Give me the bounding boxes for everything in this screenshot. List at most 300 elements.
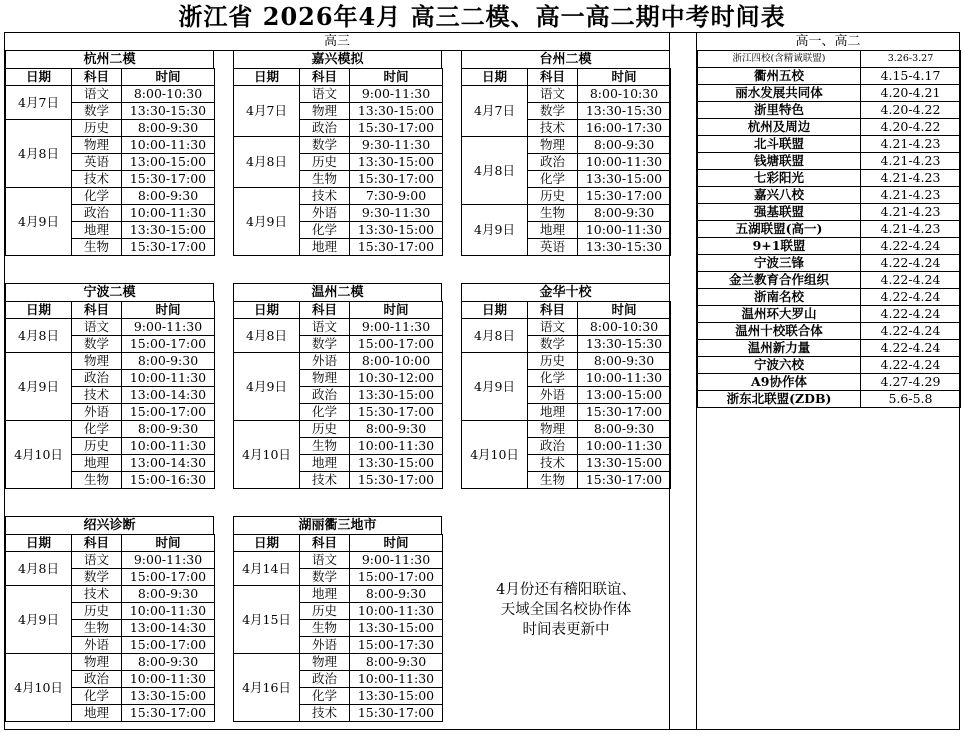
header-row <box>6 69 215 86</box>
table-row <box>698 85 961 102</box>
time-cell: 13:00-14:30 <box>122 387 215 404</box>
date-header: 日期 <box>6 535 72 552</box>
table-row <box>6 421 215 438</box>
subject-cell: 语文 <box>72 552 122 569</box>
date-cell: 4月15日 <box>234 586 300 654</box>
date-cell: 4月9日 <box>462 353 528 421</box>
time-cell: 13:30-15:00 <box>350 222 443 239</box>
time-header: 时间 <box>578 302 671 319</box>
date-cell: 4月9日 <box>6 586 72 654</box>
subject-cell: 历史 <box>300 154 350 171</box>
alliance-name: 温州环大罗山 <box>698 306 861 323</box>
alliance-name: 浙东北联盟(ZDB) <box>698 391 861 408</box>
date-cell: 4月10日 <box>462 421 528 489</box>
schedule-table <box>5 534 215 722</box>
subject-cell: 技术 <box>300 188 350 205</box>
table-row <box>698 323 961 340</box>
time-cell: 13:00-15:00 <box>122 154 215 171</box>
table-row <box>462 86 671 103</box>
table-row <box>462 421 671 438</box>
subject-cell: 英语 <box>528 239 578 256</box>
alliance-name: 温州十校联合体 <box>698 323 861 340</box>
subject-cell: 政治 <box>300 671 350 688</box>
subject-cell: 历史 <box>72 120 122 137</box>
exam-dates: 4.20-4.22 <box>861 119 961 136</box>
subject-cell: 外语 <box>528 387 578 404</box>
header-row <box>6 302 215 319</box>
time-cell: 13:00-14:30 <box>122 620 215 637</box>
time-cell: 9:30-11:30 <box>350 137 443 154</box>
time-cell: 15:30-17:00 <box>578 404 671 421</box>
subject-cell: 政治 <box>528 154 578 171</box>
exam-dates: 4.22-4.24 <box>861 340 961 357</box>
exam-block <box>5 283 214 489</box>
table-row <box>698 68 961 85</box>
exam-dates: 4.22-4.24 <box>861 357 961 374</box>
subject-cell: 历史 <box>300 603 350 620</box>
schedule-table <box>5 301 215 489</box>
schedule-table <box>233 534 443 722</box>
time-cell: 13:30-15:00 <box>350 620 443 637</box>
block-title: 嘉兴模拟 <box>233 50 442 68</box>
table-row <box>698 153 961 170</box>
time-cell: 15:30-17:00 <box>578 472 671 489</box>
exam-dates: 4.22-4.24 <box>861 255 961 272</box>
time-cell: 15:30-17:00 <box>122 239 215 256</box>
subject-cell: 语文 <box>72 86 122 103</box>
table-row <box>698 170 961 187</box>
exam-block <box>461 283 670 489</box>
subject-cell: 历史 <box>300 421 350 438</box>
time-header: 时间 <box>350 69 443 86</box>
subject-cell: 技术 <box>300 705 350 722</box>
date-cell: 4月8日 <box>6 120 72 188</box>
subject-cell: 物理 <box>72 654 122 671</box>
time-cell: 10:00-11:30 <box>578 222 671 239</box>
table-row <box>6 654 215 671</box>
time-cell: 10:00-11:30 <box>350 603 443 620</box>
time-cell: 15:00-17:00 <box>122 336 215 353</box>
date-header: 日期 <box>234 69 300 86</box>
time-header: 时间 <box>122 535 215 552</box>
subject-cell: 化学 <box>300 404 350 421</box>
time-cell: 13:30-15:00 <box>350 688 443 705</box>
subject-cell: 生物 <box>528 205 578 222</box>
time-cell: 8:00-9:30 <box>578 353 671 370</box>
schedule-table <box>233 301 443 489</box>
subject-cell: 地理 <box>72 222 122 239</box>
alliance-name: 浙南名校 <box>698 289 861 306</box>
time-cell: 15:00-17:30 <box>350 637 443 654</box>
time-cell: 15:30-17:00 <box>350 472 443 489</box>
exam-dates: 4.21-4.23 <box>861 170 961 187</box>
header-row <box>462 69 671 86</box>
exam-dates: 4.21-4.23 <box>861 153 961 170</box>
subject-cell: 数学 <box>72 569 122 586</box>
time-cell: 15:30-17:00 <box>350 120 443 137</box>
date-cell: 4月16日 <box>234 654 300 722</box>
subject-cell: 外语 <box>72 404 122 421</box>
subject-cell: 外语 <box>72 637 122 654</box>
table-row <box>6 188 215 205</box>
subject-cell: 历史 <box>72 603 122 620</box>
date-cell: 4月9日 <box>234 353 300 421</box>
header-row <box>234 302 443 319</box>
date-cell: 4月7日 <box>462 86 528 137</box>
exam-block <box>233 50 442 256</box>
subject-cell: 数学 <box>72 336 122 353</box>
exam-dates: 4.21-4.23 <box>861 204 961 221</box>
subject-cell: 外语 <box>300 353 350 370</box>
alliance-name: 七彩阳光 <box>698 170 861 187</box>
table-row <box>698 289 961 306</box>
table-row <box>234 137 443 154</box>
time-header: 时间 <box>122 69 215 86</box>
time-header: 时间 <box>578 69 671 86</box>
table-row <box>698 221 961 238</box>
subject-cell: 地理 <box>528 222 578 239</box>
time-cell: 7:30-9:00 <box>350 188 443 205</box>
alliance-name: 嘉兴八校 <box>698 187 861 204</box>
subject-cell: 语文 <box>300 86 350 103</box>
time-cell: 13:30-15:00 <box>122 222 215 239</box>
time-cell: 8:00-9:30 <box>350 421 443 438</box>
date-cell: 4月14日 <box>234 552 300 586</box>
block-title: 温州二模 <box>233 283 442 301</box>
alliance-name: 强基联盟 <box>698 204 861 221</box>
time-cell: 10:00-11:30 <box>122 438 215 455</box>
time-cell: 15:30-17:00 <box>578 188 671 205</box>
subject-cell: 化学 <box>72 688 122 705</box>
subject-cell: 物理 <box>72 137 122 154</box>
alliance-name: 温州新力量 <box>698 340 861 357</box>
table-row <box>462 319 671 336</box>
time-cell: 10:30-12:00 <box>350 370 443 387</box>
header-row <box>234 535 443 552</box>
subject-cell: 历史 <box>528 188 578 205</box>
exam-block <box>233 283 442 489</box>
exam-block <box>233 516 442 722</box>
time-cell: 9:00-11:30 <box>350 552 443 569</box>
alliance-name: A9协作体 <box>698 374 861 391</box>
subject-cell: 数学 <box>528 103 578 120</box>
time-cell: 13:00-14:30 <box>122 455 215 472</box>
table-row <box>6 120 215 137</box>
table-row <box>6 586 215 603</box>
exam-dates: 3.26-3.27 <box>861 51 961 68</box>
subject-cell: 地理 <box>300 455 350 472</box>
exam-dates: 4.22-4.24 <box>861 306 961 323</box>
subject-header: 科目 <box>300 535 350 552</box>
date-cell: 4月8日 <box>234 319 300 353</box>
table-row <box>698 204 961 221</box>
block-title: 台州二模 <box>461 50 670 68</box>
subject-header: 科目 <box>72 302 122 319</box>
table-row <box>698 374 961 391</box>
date-cell: 4月9日 <box>234 188 300 256</box>
date-cell: 4月7日 <box>234 86 300 137</box>
time-cell: 13:30-15:00 <box>350 154 443 171</box>
subject-cell: 英语 <box>72 154 122 171</box>
time-cell: 8:00-9:30 <box>578 205 671 222</box>
time-cell: 13:30-15:00 <box>350 387 443 404</box>
subject-cell: 生物 <box>300 620 350 637</box>
date-cell: 4月10日 <box>234 421 300 489</box>
time-cell: 10:00-11:30 <box>350 671 443 688</box>
subject-cell: 生物 <box>528 472 578 489</box>
subject-cell: 化学 <box>72 421 122 438</box>
subject-header: 科目 <box>72 69 122 86</box>
time-cell: 15:30-17:00 <box>350 171 443 188</box>
date-cell: 4月10日 <box>6 654 72 722</box>
time-cell: 15:00-17:00 <box>122 404 215 421</box>
subject-cell: 政治 <box>72 671 122 688</box>
alliance-name: 北斗联盟 <box>698 136 861 153</box>
note-line: 4月份还有稽阳联谊、 <box>496 582 636 598</box>
time-cell: 8:00-9:30 <box>350 586 443 603</box>
time-cell: 15:00-16:30 <box>122 472 215 489</box>
exam-dates: 4.21-4.23 <box>861 187 961 204</box>
time-cell: 13:30-15:30 <box>122 103 215 120</box>
table-row <box>698 238 961 255</box>
subject-cell: 技术 <box>300 472 350 489</box>
subject-cell: 化学 <box>300 688 350 705</box>
subject-cell: 政治 <box>300 120 350 137</box>
subject-cell: 物理 <box>528 137 578 154</box>
exam-block <box>5 516 214 722</box>
date-cell: 4月7日 <box>6 86 72 120</box>
subject-cell: 物理 <box>528 421 578 438</box>
table-row <box>698 340 961 357</box>
time-cell: 10:00-11:30 <box>578 154 671 171</box>
exam-dates: 4.15-4.17 <box>861 68 961 85</box>
time-cell: 8:00-9:30 <box>122 421 215 438</box>
subject-cell: 化学 <box>300 222 350 239</box>
time-cell: 15:30-17:00 <box>122 171 215 188</box>
table-row <box>698 187 961 204</box>
subject-cell: 政治 <box>72 205 122 222</box>
table-row <box>462 353 671 370</box>
table-row <box>234 319 443 336</box>
subject-cell: 语文 <box>528 86 578 103</box>
table-row <box>6 319 215 336</box>
date-header: 日期 <box>6 302 72 319</box>
alliance-name: 宁波六校 <box>698 357 861 374</box>
alliance-name: 衢州五校 <box>698 68 861 85</box>
alliance-name: 宁波三锋 <box>698 255 861 272</box>
schedule-table <box>5 68 215 256</box>
time-cell: 8:00-10:00 <box>350 353 443 370</box>
schedule-table <box>461 301 671 489</box>
schedule-table <box>461 68 671 256</box>
subject-cell: 数学 <box>528 336 578 353</box>
block-title: 绍兴诊断 <box>5 516 214 534</box>
time-cell: 8:00-9:30 <box>122 654 215 671</box>
time-cell: 15:00-17:00 <box>122 637 215 654</box>
time-cell: 10:00-11:30 <box>122 370 215 387</box>
time-cell: 15:30-17:00 <box>122 705 215 722</box>
update-note <box>462 580 670 640</box>
alliance-name: 9+1联盟 <box>698 238 861 255</box>
time-cell: 8:00-9:30 <box>122 586 215 603</box>
exam-dates: 4.21-4.23 <box>861 221 961 238</box>
alliance-name: 钱塘联盟 <box>698 153 861 170</box>
page-title: 浙江省 2026年4月 高三二模、高一高二期中考时间表 <box>178 2 786 31</box>
grade12-table <box>697 50 961 408</box>
subject-cell: 技术 <box>528 455 578 472</box>
exam-dates: 5.6-5.8 <box>861 391 961 408</box>
time-cell: 15:00-17:00 <box>350 569 443 586</box>
subject-cell: 生物 <box>72 620 122 637</box>
exam-dates: 4.22-4.24 <box>861 238 961 255</box>
subject-header: 科目 <box>528 302 578 319</box>
table-row <box>234 86 443 103</box>
grade12-header: 高一、高二 <box>697 33 959 51</box>
exam-dates: 4.20-4.22 <box>861 102 961 119</box>
subject-cell: 技术 <box>72 586 122 603</box>
subject-cell: 数学 <box>72 103 122 120</box>
date-cell: 4月8日 <box>462 137 528 205</box>
block-title: 宁波二模 <box>5 283 214 301</box>
time-cell: 13:30-15:00 <box>122 688 215 705</box>
header-row <box>462 302 671 319</box>
table-row <box>6 552 215 569</box>
date-cell: 4月8日 <box>234 137 300 188</box>
time-cell: 13:30-15:00 <box>578 171 671 188</box>
alliance-name: 杭州及周边 <box>698 119 861 136</box>
table-row <box>234 654 443 671</box>
note-line: 时间表更新中 <box>522 622 610 638</box>
time-cell: 9:00-11:30 <box>122 319 215 336</box>
time-cell: 10:00-11:30 <box>122 205 215 222</box>
time-header: 时间 <box>122 302 215 319</box>
subject-cell: 化学 <box>528 370 578 387</box>
subject-cell: 地理 <box>72 455 122 472</box>
table-row <box>698 272 961 289</box>
subject-cell: 历史 <box>528 353 578 370</box>
header-row <box>234 69 443 86</box>
time-cell: 15:30-17:00 <box>350 239 443 256</box>
subject-header: 科目 <box>300 302 350 319</box>
exam-dates: 4.20-4.21 <box>861 85 961 102</box>
time-cell: 8:00-10:30 <box>578 86 671 103</box>
exam-dates: 4.22-4.24 <box>861 272 961 289</box>
subject-cell: 政治 <box>300 387 350 404</box>
time-cell: 13:00-15:00 <box>578 387 671 404</box>
time-cell: 8:00-10:30 <box>122 86 215 103</box>
subject-cell: 数学 <box>300 137 350 154</box>
subject-cell: 化学 <box>528 171 578 188</box>
exam-dates: 4.22-4.24 <box>861 289 961 306</box>
table-row <box>234 353 443 370</box>
date-cell: 4月9日 <box>462 205 528 256</box>
subject-cell: 技术 <box>72 171 122 188</box>
subject-cell: 物理 <box>72 353 122 370</box>
subject-cell: 生物 <box>72 472 122 489</box>
subject-cell: 语文 <box>72 319 122 336</box>
exam-dates: 4.27-4.29 <box>861 374 961 391</box>
note-line: 天域全国名校协作体 <box>500 602 632 618</box>
subject-cell: 语文 <box>300 552 350 569</box>
subject-cell: 外语 <box>300 205 350 222</box>
time-cell: 9:00-11:30 <box>350 86 443 103</box>
subject-cell: 化学 <box>72 188 122 205</box>
time-header: 时间 <box>350 535 443 552</box>
table-row <box>6 353 215 370</box>
time-cell: 8:00-9:30 <box>122 353 215 370</box>
subject-cell: 政治 <box>72 370 122 387</box>
exam-dates: 4.21-4.23 <box>861 136 961 153</box>
time-cell: 16:00-17:30 <box>578 120 671 137</box>
date-cell: 4月9日 <box>6 353 72 421</box>
date-cell: 4月9日 <box>6 188 72 256</box>
time-cell: 13:30-15:30 <box>578 239 671 256</box>
date-header: 日期 <box>462 302 528 319</box>
alliance-name: 金兰教育合作组织 <box>698 272 861 289</box>
date-header: 日期 <box>234 302 300 319</box>
time-cell: 13:30-15:00 <box>350 455 443 472</box>
alliance-name: 丽水发展共同体 <box>698 85 861 102</box>
table-row <box>698 119 961 136</box>
header-row <box>6 535 215 552</box>
time-cell: 10:00-11:30 <box>122 603 215 620</box>
table-row <box>234 586 443 603</box>
subject-header: 科目 <box>528 69 578 86</box>
schedule-table <box>233 68 443 256</box>
subject-header: 科目 <box>300 69 350 86</box>
time-cell: 8:00-9:30 <box>578 137 671 154</box>
subject-header: 科目 <box>72 535 122 552</box>
subject-cell: 语文 <box>300 319 350 336</box>
date-header: 日期 <box>462 69 528 86</box>
table-row <box>698 102 961 119</box>
time-cell: 10:00-11:30 <box>578 370 671 387</box>
table-row <box>6 86 215 103</box>
time-header: 时间 <box>350 302 443 319</box>
time-cell: 8:00-9:30 <box>122 188 215 205</box>
time-cell: 10:00-11:30 <box>578 438 671 455</box>
date-cell: 4月8日 <box>6 319 72 353</box>
time-cell: 15:00-17:00 <box>122 569 215 586</box>
time-cell: 9:00-11:30 <box>122 552 215 569</box>
table-row <box>234 421 443 438</box>
table-row <box>698 391 961 408</box>
alliance-name: 浙里特色 <box>698 102 861 119</box>
table-row <box>234 188 443 205</box>
subject-cell: 生物 <box>72 239 122 256</box>
subject-cell: 数学 <box>300 569 350 586</box>
table-row <box>698 306 961 323</box>
alliance-name: 浙江四校(含精诚联盟) <box>698 51 861 68</box>
date-cell: 4月8日 <box>6 552 72 586</box>
exam-block <box>461 50 670 256</box>
time-cell: 13:30-15:00 <box>350 103 443 120</box>
subject-cell: 物理 <box>300 370 350 387</box>
time-cell: 9:30-11:30 <box>350 205 443 222</box>
subject-cell: 物理 <box>300 654 350 671</box>
time-cell: 10:00-11:30 <box>350 438 443 455</box>
time-cell: 9:00-11:30 <box>350 319 443 336</box>
date-header: 日期 <box>6 69 72 86</box>
table-row <box>462 205 671 222</box>
subject-cell: 数学 <box>300 336 350 353</box>
subject-cell: 政治 <box>528 438 578 455</box>
block-title: 杭州二模 <box>5 50 214 68</box>
exam-block <box>5 50 214 256</box>
table-row <box>698 255 961 272</box>
time-cell: 8:00-10:30 <box>578 319 671 336</box>
subject-cell: 语文 <box>528 319 578 336</box>
